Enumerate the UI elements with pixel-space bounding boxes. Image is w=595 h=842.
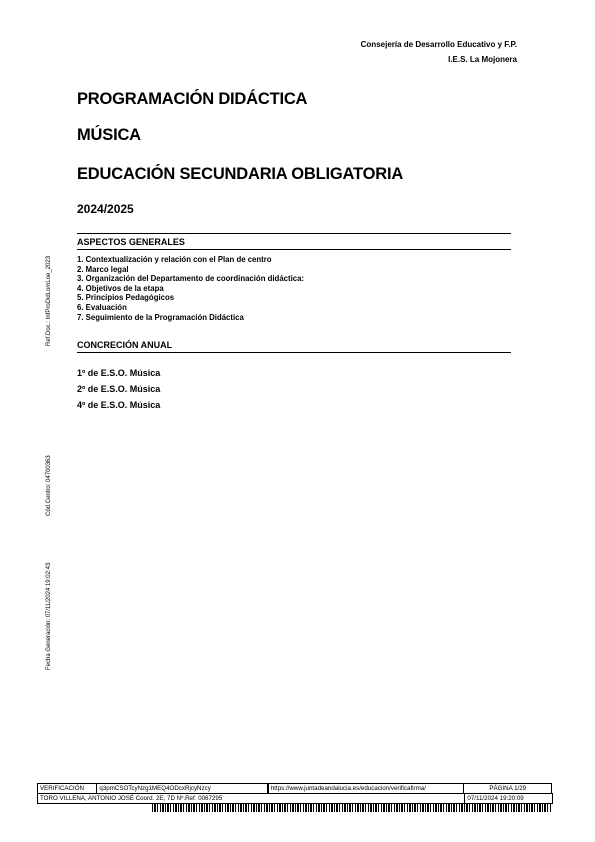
- list-item: 6. Evaluación: [77, 302, 127, 312]
- side-centro-code: Cód.Centro: 04700363: [46, 455, 52, 516]
- list-item: 1. Contextualización y relación con el Plan de centro: [77, 255, 272, 264]
- list-item: 2. Marco legal: [77, 264, 129, 274]
- verification-code: q3pmCSOTcyNzg1MEQ4ODcxRjcyNzcy: [96, 783, 268, 794]
- list-item: 4. Objetivos de la etapa: [77, 283, 164, 293]
- barcode-image: [152, 804, 552, 812]
- signature-date: 07/11/2024 19:20:09: [464, 793, 553, 804]
- course-item: 1º de E.S.O. Música: [77, 368, 161, 378]
- list-item: 5. Principios Pedagógicos: [77, 293, 175, 303]
- general-contents-list: [77, 255, 304, 322]
- header-school: I.E.S. La Mojonera: [448, 55, 517, 64]
- header-consejeria: Consejería de Desarrollo Educativo y F.P.: [360, 40, 517, 49]
- section-heading-annual: CONCRECIÓN ANUAL: [77, 337, 511, 353]
- section-heading-general: ASPECTOS GENERALES: [77, 233, 511, 250]
- verification-footer: [37, 783, 554, 803]
- side-generation-date: Fecha Generación: 07/11/2024 19:02:43: [46, 562, 52, 670]
- verification-label: VERIFICACIÓN: [37, 783, 97, 794]
- course-item: 4º de E.S.O. Música: [77, 400, 161, 410]
- list-item: 7. Seguimiento de la Programación Didáctica: [77, 312, 244, 322]
- subject-title: MÚSICA: [77, 126, 141, 144]
- academic-year: 2024/2025: [77, 202, 134, 216]
- verification-url[interactable]: https://www.juntadeandalucia.es/educacion/verificafirma/: [268, 783, 464, 794]
- course-item: 2º de E.S.O. Música: [77, 384, 161, 394]
- doc-title: PROGRAMACIÓN DIDÁCTICA: [77, 90, 308, 108]
- list-item: 3. Organización del Departamento de coordinación didáctica:: [77, 274, 305, 284]
- side-ref-doc: Ref.Doc.: InfProDidLomLoe_2023: [46, 255, 52, 346]
- stage-title: EDUCACIÓN SECUNDARIA OBLIGATORIA: [77, 165, 404, 183]
- signer-info: TORO VILLENA, ANTONIO JOSÉ Coord. 2E, 7D Nº.Ref: 0067295: [37, 793, 465, 804]
- page-number: PÁGINA 1/29: [463, 783, 552, 794]
